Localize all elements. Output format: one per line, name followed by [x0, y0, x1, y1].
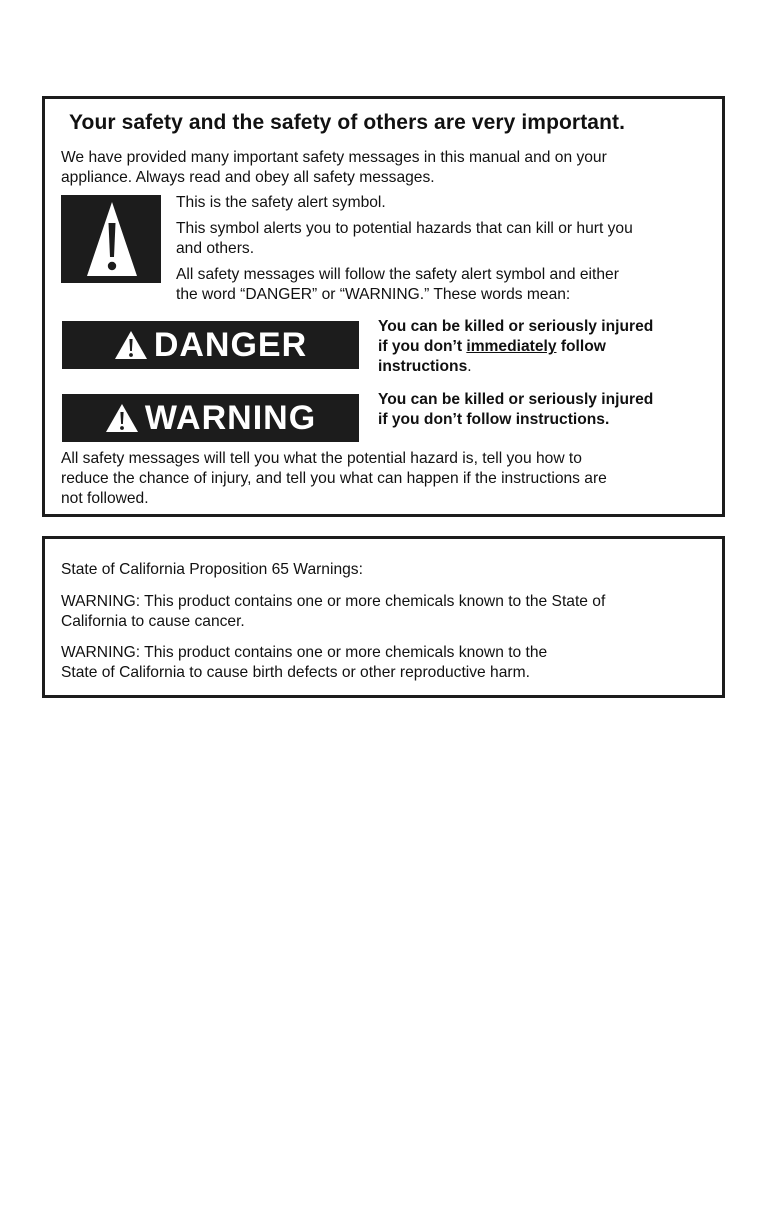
prop65-warning-line: WARNING: This product contains one or more chemicals known to the State of: [61, 593, 606, 610]
warning-word: WARNING: [144, 399, 317, 437]
prop65-warning-line: California to cause cancer.: [61, 613, 245, 630]
danger-meaning-underlined: immediately: [466, 338, 557, 355]
danger-signal-bar: [62, 321, 359, 369]
safety-outro: [61, 449, 607, 509]
prop65-warning-line: WARNING: This product contains one or more chemicals known to the: [61, 644, 548, 661]
safety-outro-line: not followed.: [61, 490, 149, 507]
safety-alert-symbol-box: [61, 195, 161, 283]
danger-meaning-line: if you don’t: [378, 338, 467, 355]
warning-meaning-line: You can be killed or seriously injured: [378, 391, 654, 408]
safety-title: Your safety and the safety of others are very important.: [69, 111, 626, 134]
danger-meaning-line: follow: [556, 338, 606, 355]
safety-alert-icon: [85, 199, 139, 279]
follow-paragraph: [176, 265, 633, 305]
safety-info-box: [42, 96, 725, 517]
warning-signal-bar: [62, 394, 359, 442]
safety-symbol-explanation: [176, 193, 633, 311]
danger-word: DANGER: [153, 326, 308, 364]
alerts-line: and others.: [176, 240, 255, 257]
follow-line: All safety messages will follow the safety alert symbol and either: [176, 266, 619, 283]
safety-intro: [61, 148, 607, 188]
prop65-reproductive-warning: [61, 643, 547, 683]
danger-meaning-line: You can be killed or seriously injured: [378, 318, 654, 335]
safety-intro-line: We have provided many important safety messages in this manual and on your: [61, 149, 607, 166]
safety-intro-line: appliance. Always read and obey all safety messages.: [61, 169, 435, 186]
alerts-line: This symbol alerts you to potential hazards that can kill or hurt you: [176, 220, 633, 237]
prop65-heading: State of California Proposition 65 Warnings:: [61, 561, 363, 578]
warning-alert-icon: [105, 403, 139, 433]
danger-alert-icon: [114, 330, 148, 360]
prop65-warning-line: State of California to cause birth defects or other reproductive harm.: [61, 664, 530, 681]
safety-outro-line: All safety messages will tell you what the potential hazard is, tell you how to: [61, 450, 582, 467]
warning-meaning-line: if you don’t follow instructions.: [378, 411, 610, 428]
prop65-cancer-warning: [61, 592, 605, 632]
danger-meaning: [378, 317, 653, 377]
danger-meaning-line: instructions: [378, 358, 468, 375]
prop65-warning-box: [42, 536, 725, 698]
symbol-line: This is the safety alert symbol.: [176, 194, 386, 211]
warning-meaning: [378, 390, 653, 430]
safety-outro-line: reduce the chance of injury, and tell you what can happen if the instructions are: [61, 470, 607, 487]
alerts-paragraph: [176, 219, 633, 259]
follow-line: the word “DANGER” or “WARNING.” These words mean:: [176, 286, 571, 303]
danger-meaning-period: .: [467, 358, 472, 375]
